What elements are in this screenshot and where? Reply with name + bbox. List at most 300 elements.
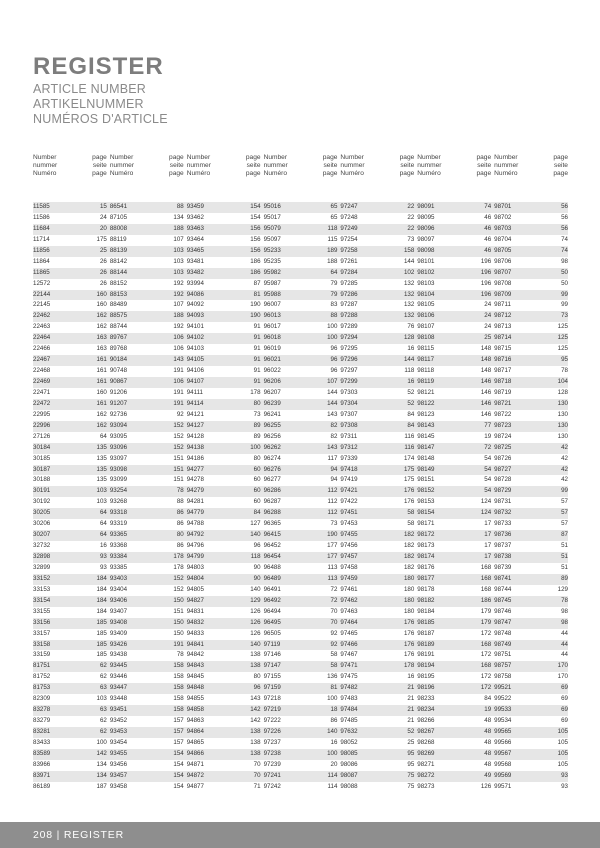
article-number: 97218 xyxy=(263,695,281,703)
article-number: 33158 xyxy=(33,640,51,648)
header-page-line: page xyxy=(476,170,492,177)
page-number: 176 xyxy=(403,651,415,659)
entry-pair xyxy=(110,486,184,497)
header-number-line: nummer xyxy=(417,162,442,169)
page-number: 69 xyxy=(561,717,568,725)
entry-pair xyxy=(340,235,414,246)
entry-pair xyxy=(264,629,338,640)
article-number: 94128 xyxy=(186,432,204,440)
page-number: 191 xyxy=(173,367,184,375)
article-number: 98732 xyxy=(494,509,512,517)
page-number: 25 xyxy=(99,246,107,254)
page-number: 160 xyxy=(96,388,107,396)
article-number: 98143 xyxy=(417,421,435,429)
entry-pair xyxy=(340,465,414,476)
article-number: 94827 xyxy=(186,596,204,604)
article-number: 97303 xyxy=(340,388,358,396)
page-number: 95 xyxy=(407,749,415,757)
article-number: 93404 xyxy=(109,585,128,593)
page-number: 190 xyxy=(250,312,261,320)
entry-pair xyxy=(494,541,568,552)
article-number: 96505 xyxy=(263,629,281,637)
entry-pair xyxy=(264,672,338,683)
article-number: 99534 xyxy=(494,717,512,725)
article-number: 99568 xyxy=(494,760,512,768)
entry-pair xyxy=(417,596,491,607)
entry-pair xyxy=(417,563,491,574)
article-number: 98727 xyxy=(494,465,512,473)
entry-pair xyxy=(417,355,491,366)
page-number: 160 xyxy=(96,290,107,298)
article-number: 98106 xyxy=(417,312,435,320)
page-number: 178 xyxy=(403,662,415,670)
article-number: 93099 xyxy=(109,476,128,484)
page-number: 20 xyxy=(99,224,107,232)
entry-pair xyxy=(264,388,338,399)
header-number-line: nummer xyxy=(494,162,519,169)
article-number: 30187 xyxy=(33,465,51,473)
entry-pair xyxy=(417,268,491,279)
page-number: 21 xyxy=(407,706,415,714)
entry-pair xyxy=(340,300,414,311)
entry-pair xyxy=(340,629,414,640)
entry-pair xyxy=(264,475,338,486)
entry-pair xyxy=(33,574,107,585)
page-number: 150 xyxy=(173,596,184,604)
entry-pair xyxy=(494,311,568,322)
article-number: 94111 xyxy=(186,388,203,396)
page-number: 62 xyxy=(99,728,107,735)
entry-pair xyxy=(417,585,491,596)
page-number: 118 xyxy=(404,367,415,375)
entry-pair xyxy=(110,432,184,443)
article-number: 94114 xyxy=(186,399,204,407)
article-number: 94799 xyxy=(186,553,204,560)
page-number: 71 xyxy=(253,782,261,790)
entry-pair xyxy=(494,257,568,268)
table-row xyxy=(33,322,568,333)
page-number: 184 xyxy=(96,607,107,615)
article-number: 97247 xyxy=(340,203,358,210)
page-number: 158 xyxy=(173,662,184,670)
page-number: 42 xyxy=(561,443,568,451)
article-number: 96452 xyxy=(263,542,281,550)
article-number: 88139 xyxy=(109,246,128,254)
article-number: 97311 xyxy=(340,432,358,440)
article-number: 11585 xyxy=(33,203,50,210)
entry-pair xyxy=(494,497,568,508)
page-number: 78 xyxy=(561,367,568,375)
article-number: 22462 xyxy=(33,312,51,320)
header-number-line: nummer xyxy=(186,162,211,169)
page-number: 81 xyxy=(330,684,338,692)
article-number: 94092 xyxy=(186,301,204,309)
entry-pair xyxy=(33,465,107,476)
article-number: 98739 xyxy=(494,563,512,571)
entry-pair xyxy=(264,497,338,508)
page-number: 24 xyxy=(484,301,492,309)
entry-pair xyxy=(187,311,261,322)
page-number: 132 xyxy=(403,279,415,287)
page-number: 175 xyxy=(403,476,415,484)
page-title: REGISTER xyxy=(33,53,164,80)
page-number: 151 xyxy=(173,476,184,484)
entry-pair xyxy=(417,486,491,497)
article-number: 98182 xyxy=(417,596,435,604)
page-number: 138 xyxy=(250,738,261,746)
entry-pair xyxy=(187,716,261,727)
article-number: 22463 xyxy=(33,323,51,331)
entry-pair xyxy=(33,782,107,793)
article-number: 98708 xyxy=(494,279,512,287)
entry-pair xyxy=(417,519,491,530)
article-number: 98701 xyxy=(494,203,512,210)
header-number-line: Number xyxy=(494,154,518,161)
article-number: 96207 xyxy=(263,388,281,396)
entry-pair xyxy=(110,607,184,618)
page-number: 63 xyxy=(99,684,107,692)
entry-pair xyxy=(187,388,261,399)
article-number: 98746 xyxy=(494,607,512,615)
entry-pair xyxy=(33,727,107,738)
table-row xyxy=(33,311,568,322)
header-page-line: page xyxy=(553,154,568,161)
page-number: 48 xyxy=(484,760,492,768)
article-number: 97219 xyxy=(263,706,281,714)
article-number: 88489 xyxy=(109,301,128,309)
table-row xyxy=(33,683,568,694)
article-number: 88152 xyxy=(109,279,128,287)
article-number: 98195 xyxy=(417,673,435,681)
entry-pair xyxy=(33,541,107,552)
page-number: 168 xyxy=(480,585,492,593)
page-number: 72 xyxy=(484,443,492,451)
entry-pair xyxy=(417,279,491,290)
entry-pair xyxy=(264,661,338,672)
page-number: 162 xyxy=(96,410,107,418)
page-number: 178 xyxy=(173,553,184,560)
article-number: 97459 xyxy=(340,574,358,582)
page-number: 106 xyxy=(173,345,184,353)
page-number: 94 xyxy=(330,465,338,473)
entry-pair xyxy=(187,727,261,738)
header-page-line: page xyxy=(245,154,261,161)
entry-pair xyxy=(264,782,338,793)
entry-pair xyxy=(340,760,414,771)
page-number: 52 xyxy=(407,399,415,407)
entry-pair xyxy=(264,246,338,257)
page-number: 102 xyxy=(403,268,415,276)
article-number: 93098 xyxy=(109,465,128,473)
page-number: 185 xyxy=(96,618,107,626)
entry-pair xyxy=(33,497,107,508)
entry-pair xyxy=(187,771,261,782)
page-number: 152 xyxy=(173,585,184,593)
article-number: 97147 xyxy=(263,662,281,670)
entry-pair xyxy=(340,454,414,465)
article-number: 99567 xyxy=(494,749,512,757)
page-number: 196 xyxy=(480,290,492,298)
article-number: 88153 xyxy=(109,290,128,298)
article-number: 94863 xyxy=(186,717,204,725)
article-number: 94796 xyxy=(186,542,204,550)
article-number: 97421 xyxy=(340,487,358,495)
entry-pair xyxy=(33,618,107,629)
page-number: 105 xyxy=(557,760,568,768)
entry-pair xyxy=(417,399,491,410)
page-number: 134 xyxy=(96,760,107,768)
entry-pair xyxy=(417,388,491,399)
article-number: 97287 xyxy=(340,301,358,309)
page-number: 22 xyxy=(407,224,415,232)
article-number: 83971 xyxy=(33,771,51,779)
article-number: 94086 xyxy=(186,290,204,298)
article-number: 97485 xyxy=(340,717,358,725)
article-number: 96022 xyxy=(263,367,281,375)
page-number: 82 xyxy=(330,421,338,429)
entry-pair xyxy=(494,300,568,311)
page-number: 93 xyxy=(99,553,107,560)
entry-pair xyxy=(33,530,107,541)
entry-pair xyxy=(264,454,338,465)
table-row xyxy=(33,355,568,366)
entry-pair xyxy=(340,672,414,683)
page-number: 91 xyxy=(253,356,261,364)
entry-pair xyxy=(340,694,414,705)
entry-pair xyxy=(110,585,184,596)
page-number: 177 xyxy=(327,553,338,560)
page-number: 154 xyxy=(173,771,184,779)
page-number: 126 xyxy=(250,607,261,615)
article-number: 97453 xyxy=(340,520,358,528)
article-number: 97465 xyxy=(340,629,358,637)
page-number: 91 xyxy=(253,367,261,375)
entry-pair xyxy=(110,497,184,508)
page-number: 25 xyxy=(484,334,492,342)
article-number: 96492 xyxy=(263,596,281,604)
page-number: 24 xyxy=(99,213,107,221)
entry-pair xyxy=(33,344,107,355)
article-number: 97462 xyxy=(340,596,358,604)
page-number: 185 xyxy=(96,629,107,637)
table-row xyxy=(33,574,568,585)
article-number: 98266 xyxy=(417,717,435,725)
page-number: 93 xyxy=(99,563,107,571)
article-number: 93097 xyxy=(109,454,128,462)
article-number: 98712 xyxy=(494,312,512,320)
entry-pair xyxy=(417,508,491,519)
entry-pair xyxy=(187,585,261,596)
article-number: 96489 xyxy=(263,574,281,582)
page-number: 82 xyxy=(330,432,338,440)
entry-pair xyxy=(187,640,261,651)
article-number: 95097 xyxy=(263,235,281,243)
entry-pair xyxy=(340,519,414,530)
entry-pair xyxy=(187,552,261,563)
article-number: 97258 xyxy=(340,246,358,254)
page-number: 60 xyxy=(253,476,261,484)
article-number: 11856 xyxy=(33,246,50,254)
entry-pair xyxy=(264,333,338,344)
entry-pair xyxy=(110,749,184,760)
article-number: 83278 xyxy=(33,706,51,714)
page-number: 150 xyxy=(173,629,184,637)
page-number: 48 xyxy=(484,717,492,725)
article-number: 97484 xyxy=(340,706,358,714)
article-number: 98149 xyxy=(417,465,435,473)
article-number: 93426 xyxy=(109,640,128,648)
entry-pair xyxy=(494,640,568,651)
entry-pair xyxy=(110,760,184,771)
entry-pair xyxy=(264,366,338,377)
entry-pair xyxy=(494,552,568,563)
entry-pair xyxy=(187,650,261,661)
article-number: 97284 xyxy=(340,268,358,276)
entry-pair xyxy=(494,705,568,716)
entry-pair xyxy=(264,563,338,574)
article-number: 98101 xyxy=(417,257,435,265)
page-number: 87 xyxy=(561,531,568,539)
page-number: 168 xyxy=(480,563,492,571)
article-number: 96288 xyxy=(263,509,281,517)
article-number: 98171 xyxy=(417,520,435,528)
page-number: 151 xyxy=(173,454,184,462)
page-number: 126 xyxy=(250,618,261,626)
page-number: 86 xyxy=(176,520,184,528)
entry-pair xyxy=(494,454,568,465)
entry-pair xyxy=(340,738,414,749)
entry-pair xyxy=(264,268,338,279)
table-row xyxy=(33,596,568,607)
entry-pair xyxy=(187,683,261,694)
article-number: 97237 xyxy=(263,738,281,746)
page-number: 88 xyxy=(330,312,338,320)
entry-pair xyxy=(110,202,184,213)
entry-pair xyxy=(110,661,184,672)
page-number: 90 xyxy=(253,574,261,582)
page-number: 57 xyxy=(561,498,568,506)
entry-pair xyxy=(110,705,184,716)
article-number: 95982 xyxy=(263,268,281,276)
article-number: 98178 xyxy=(417,585,435,593)
page-number: 180 xyxy=(403,607,415,615)
entry-pair xyxy=(187,782,261,793)
page-number: 126 xyxy=(250,629,261,637)
article-number: 97254 xyxy=(340,235,358,243)
entry-pair xyxy=(494,443,568,454)
page-number: 180 xyxy=(403,596,415,604)
table-row xyxy=(33,738,568,749)
entry-pair xyxy=(340,596,414,607)
entry-pair xyxy=(417,749,491,760)
page-number: 146 xyxy=(480,410,492,418)
page-number: 107 xyxy=(327,378,338,385)
page-number: 176 xyxy=(403,487,415,495)
entry-pair xyxy=(494,585,568,596)
header-number-label xyxy=(33,154,57,186)
entry-pair xyxy=(264,377,338,388)
page-number: 182 xyxy=(403,563,415,571)
page-number: 103 xyxy=(173,246,184,254)
article-number: 98108 xyxy=(417,334,435,342)
page-number: 188 xyxy=(173,312,184,320)
entry-pair xyxy=(187,672,261,683)
article-number: 22995 xyxy=(33,410,51,418)
entry-pair xyxy=(340,640,414,651)
page-number: 135 xyxy=(96,454,107,462)
page-number: 48 xyxy=(484,749,492,757)
page-number: 152 xyxy=(173,574,184,582)
page-number: 62 xyxy=(99,717,107,725)
page-number: 156 xyxy=(250,235,261,243)
page-number: 168 xyxy=(480,574,492,582)
page-number: 25 xyxy=(407,738,415,746)
entry-pair xyxy=(417,410,491,421)
entry-pair xyxy=(494,771,568,782)
article-number: 96415 xyxy=(263,531,281,539)
article-number: 98713 xyxy=(494,323,512,331)
article-number: 98747 xyxy=(494,618,512,626)
entry-pair xyxy=(494,508,568,519)
article-number: 98749 xyxy=(494,640,512,648)
article-number: 97239 xyxy=(263,760,281,768)
article-number: 98097 xyxy=(417,235,435,243)
article-number: 98189 xyxy=(417,640,435,648)
table-row xyxy=(33,563,568,574)
entry-pair xyxy=(340,290,414,301)
entry-pair xyxy=(187,322,261,333)
entry-pair xyxy=(494,760,568,771)
entry-pair xyxy=(264,640,338,651)
page-number: 148 xyxy=(480,367,492,375)
entry-pair xyxy=(33,683,107,694)
page-number: 60 xyxy=(253,465,261,473)
entry-pair xyxy=(417,640,491,651)
article-number: 94792 xyxy=(186,531,204,539)
article-number: 86189 xyxy=(33,782,51,790)
entry-pair xyxy=(187,475,261,486)
page-number: 163 xyxy=(96,345,107,353)
page-number: 172 xyxy=(480,673,492,681)
page-number: 114 xyxy=(327,771,338,779)
page-number: 62 xyxy=(99,673,107,681)
entry-pair xyxy=(187,443,261,454)
page-number: 148 xyxy=(480,356,492,364)
article-number: 90184 xyxy=(109,356,128,364)
entry-pair xyxy=(187,596,261,607)
entry-pair xyxy=(340,322,414,333)
page-number: 64 xyxy=(99,531,107,539)
page-number: 144 xyxy=(327,388,338,396)
page-number: 136 xyxy=(327,673,338,681)
header-number-line: Number xyxy=(186,154,211,161)
entry-pair xyxy=(264,749,338,760)
article-number: 95016 xyxy=(263,203,281,210)
header-page-line: page xyxy=(92,154,107,161)
entry-pair xyxy=(494,650,568,661)
entry-pair xyxy=(33,213,107,224)
entry-pair xyxy=(494,596,568,607)
table-row xyxy=(33,705,568,716)
header-page-line: page xyxy=(169,154,184,161)
article-number: 93994 xyxy=(186,279,204,287)
entry-pair xyxy=(494,388,568,399)
entry-pair xyxy=(187,333,261,344)
entry-pair xyxy=(340,552,414,563)
header-page-line: seite xyxy=(400,162,415,169)
article-number: 98148 xyxy=(417,454,435,462)
header-number-label xyxy=(110,154,134,186)
